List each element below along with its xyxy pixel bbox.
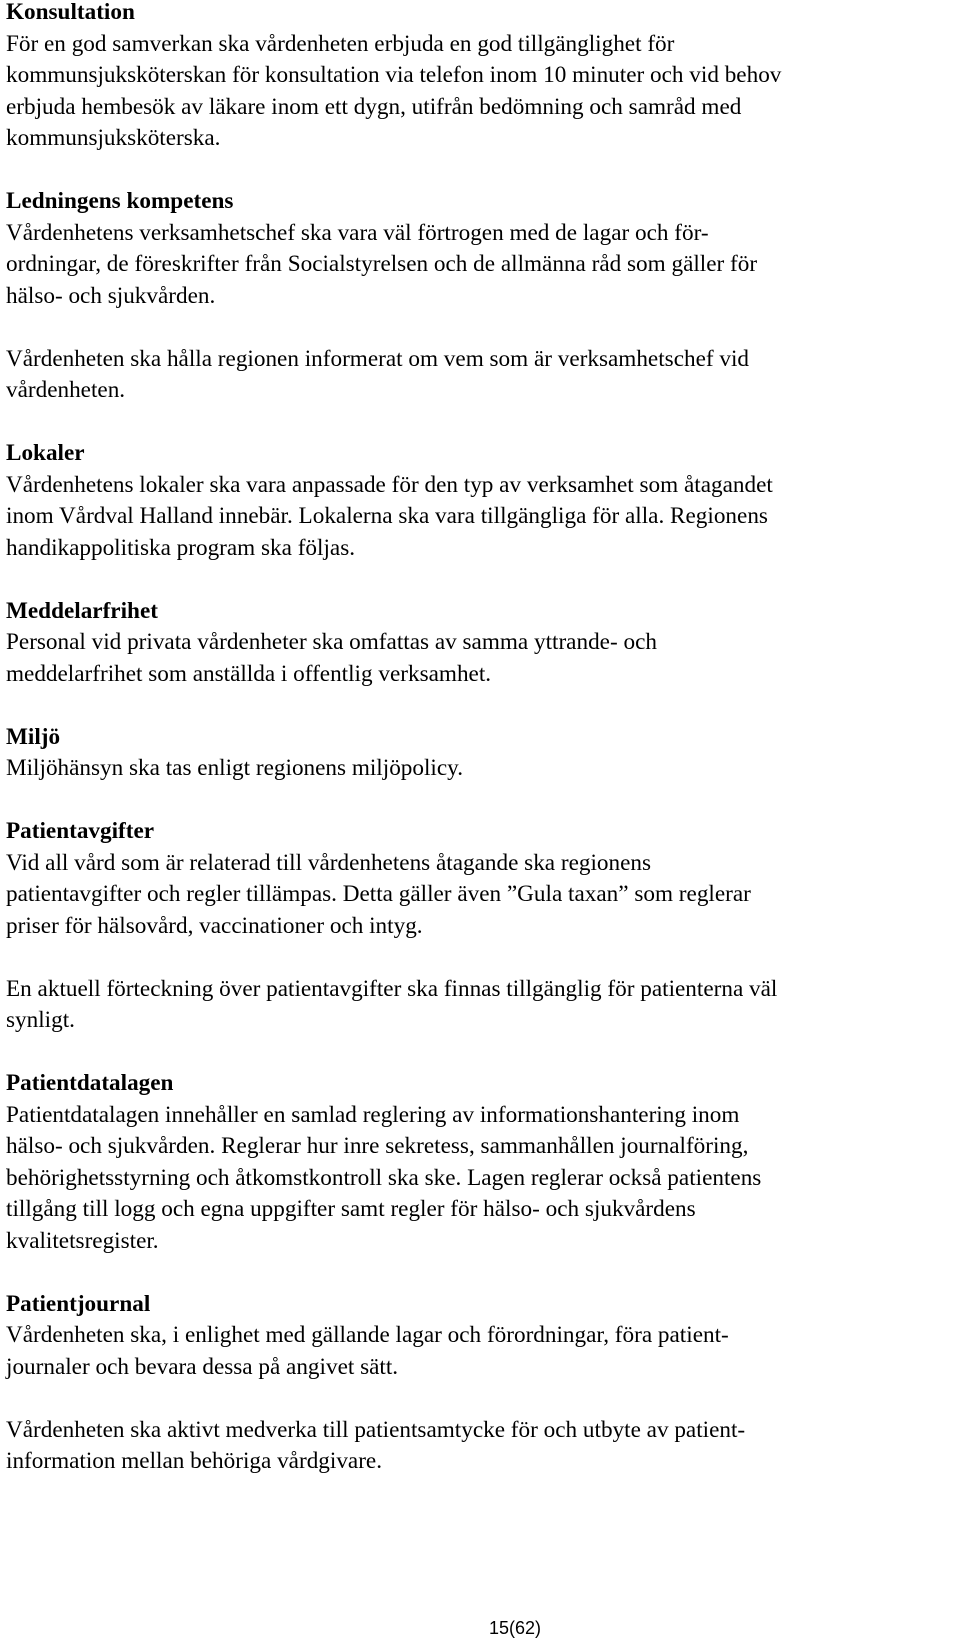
text-line: erbjuda hembesök av läkare inom ett dygn, utifrån bedömning och samråd med — [6, 93, 742, 120]
text-line: Vårdenhetens lokaler ska vara anpassade för den typ av verksamhet som åtagandet — [6, 471, 773, 498]
section-ledningens-kompetens — [6, 186, 926, 407]
section-paragraph — [6, 1100, 926, 1258]
text-line: Vårdenhetens verksamhetschef ska vara väl förtrogen med de lagar och för- — [6, 219, 709, 246]
text-line: Miljöhänsyn ska tas enligt regionens miljöpolicy. — [6, 755, 464, 781]
section-paragraph — [6, 974, 926, 1037]
text-line: För en god samverkan ska vårdenheten erbjuda en god tillgänglighet för — [6, 30, 675, 57]
text-line: ordningar, de föreskrifter från Socialstyrelsen och de allmänna råd som gäller för — [6, 251, 758, 277]
section-paragraph — [6, 848, 926, 943]
text-line: kvalitetsregister. — [6, 1227, 159, 1254]
text-line: journaler och bevara dessa på angivet sätt. — [6, 1353, 399, 1380]
text-line: vårdenheten. — [6, 377, 126, 403]
text-line: Vårdenheten ska aktivt medverka till patientsamtycke för och utbyte av patient- — [6, 1416, 746, 1443]
text-line: meddelarfrihet som anställda i offentlig verksamhet. — [6, 660, 492, 687]
text-line: kommunsjuksköterska. — [6, 125, 221, 151]
text-line: kommunsjuksköterskan för konsultation via telefon inom 10 minuter och vid behov — [6, 62, 782, 88]
section-patientjournal — [6, 1289, 926, 1478]
section-heading: Konsultation — [6, 0, 135, 25]
section-paragraph — [6, 627, 926, 690]
document-body — [6, 0, 926, 1478]
page-number: 15(62) — [488, 1618, 542, 1638]
text-line: synligt. — [6, 1007, 75, 1033]
text-line: Patientdatalagen innehåller en samlad reglering av informationshantering inom — [6, 1101, 740, 1128]
section-paragraph — [6, 344, 926, 407]
section-patientdatalagen — [6, 1068, 926, 1257]
text-line: handikappolitiska program ska följas. — [6, 534, 356, 561]
section-paragraph — [6, 470, 926, 565]
text-line: hälso- och sjukvården. — [6, 282, 216, 309]
text-line: Vårdenheten ska hålla regionen informerat om vem som är verksamhetschef vid — [6, 345, 750, 372]
section-konsultation — [6, 0, 926, 155]
section-meddelarfrihet — [6, 596, 926, 691]
section-heading: Miljö — [6, 723, 61, 750]
section-paragraph — [6, 1320, 926, 1383]
section-paragraph — [6, 218, 926, 313]
section-heading: Patientdatalagen — [6, 1070, 174, 1096]
text-line: information mellan behöriga vårdgivare. — [6, 1448, 383, 1474]
text-line: Vårdenheten ska, i enlighet med gällande lagar och förordningar, föra patient- — [6, 1322, 729, 1348]
text-line: inom Vårdval Halland innebär. Lokalerna ska vara tillgängliga för alla. Regionens — [6, 503, 768, 529]
text-line: tillgång till logg och egna uppgifter samt regler för hälso- och sjukvårdens — [6, 1196, 696, 1222]
section-heading: Ledningens kompetens — [6, 188, 234, 214]
section-heading: Patientavgifter — [6, 818, 155, 844]
section-miljo — [6, 722, 926, 785]
section-heading: Meddelarfrihet — [6, 597, 158, 624]
text-line: priser för hälsovård, vaccinationer och intyg. — [6, 912, 423, 939]
text-line: Vid all vård som är relaterad till vårdenhetens åtagande ska regionens — [6, 849, 652, 876]
section-lokaler — [6, 438, 926, 564]
text-line: patientavgifter och regler tillämpas. Detta gäller även ”Gula taxan” som reglerar — [6, 881, 751, 907]
text-line: En aktuell förteckning över patientavgifter ska finnas tillgänglig för patienterna väl — [6, 975, 778, 1002]
section-heading: Lokaler — [6, 440, 85, 466]
section-paragraph — [6, 753, 926, 785]
text-line: hälso- och sjukvården. Reglerar hur inre sekretess, sammanhållen journalföring, — [6, 1133, 749, 1159]
section-paragraph — [6, 29, 926, 155]
text-line: Personal vid privata vårdenheter ska omfattas av samma yttrande- och — [6, 629, 657, 655]
section-heading: Patientjournal — [6, 1290, 151, 1317]
text-line: behörighetsstyrning och åtkomstkontroll ska ske. Lagen reglerar också patientens — [6, 1164, 762, 1191]
section-paragraph — [6, 1415, 926, 1478]
section-patientavgifter — [6, 816, 926, 1037]
